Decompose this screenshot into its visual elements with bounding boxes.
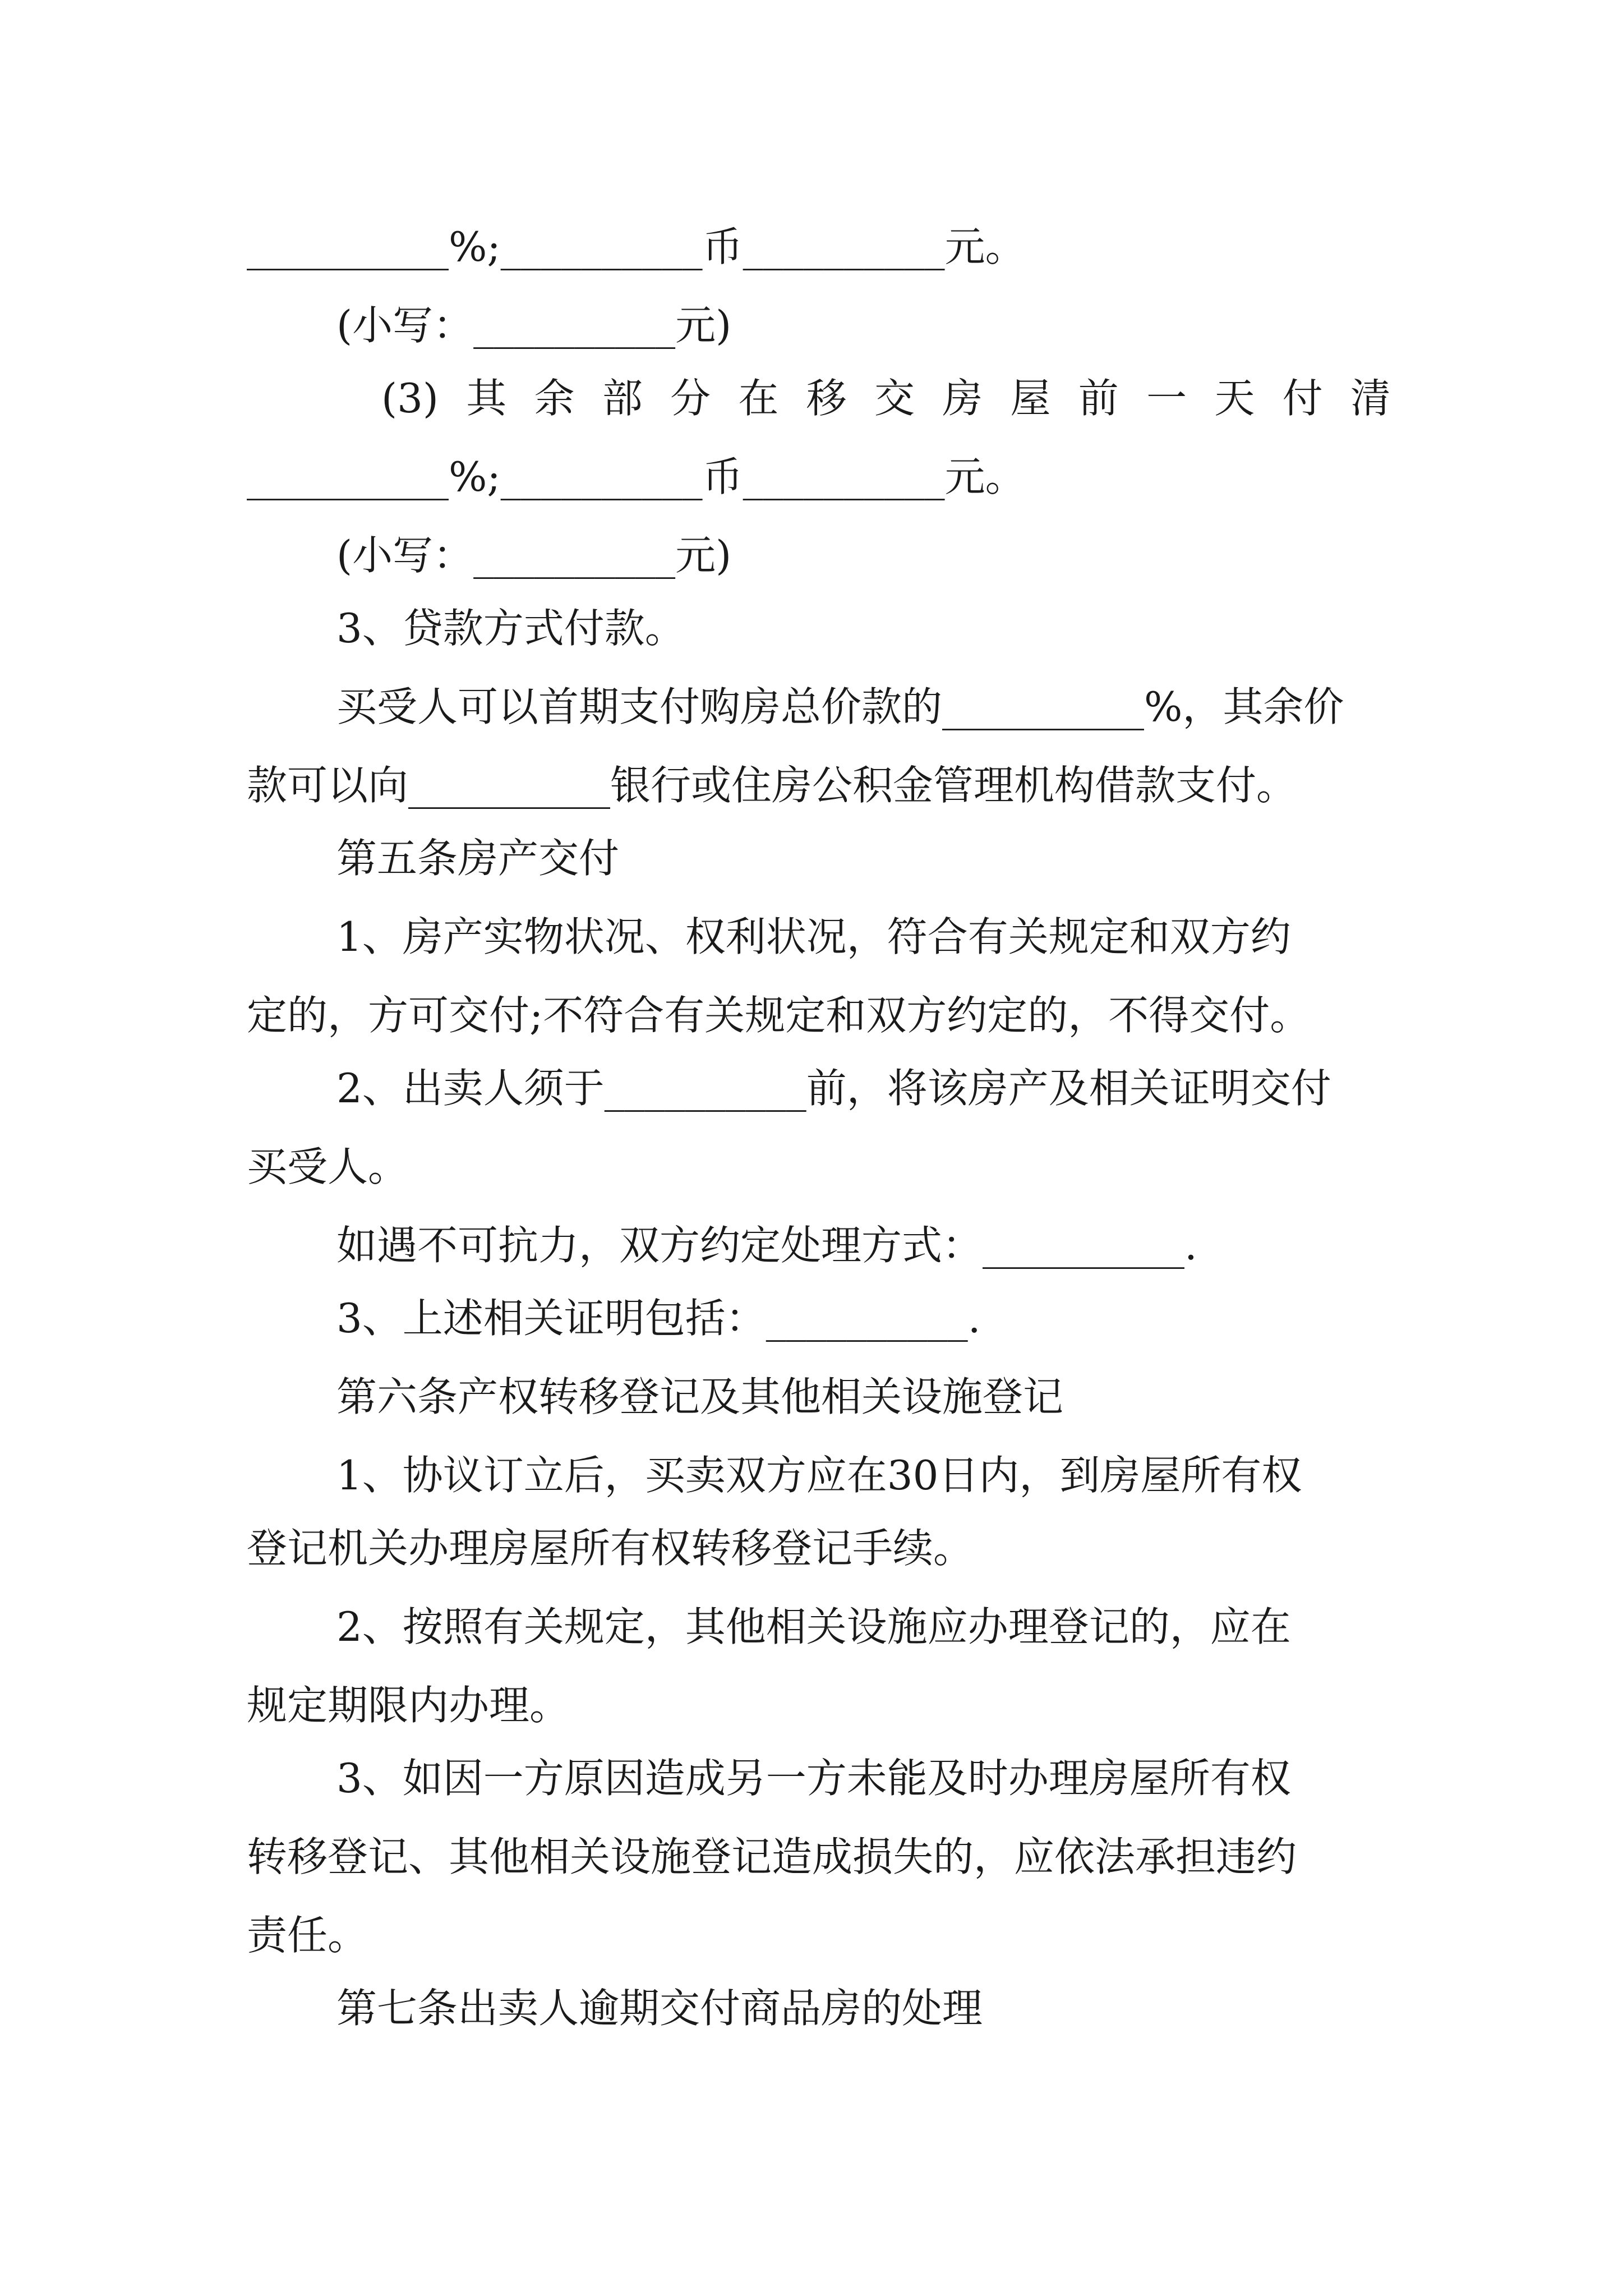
- char-yi2: 一: [1146, 375, 1187, 422]
- text-line-3: [247, 370, 1391, 426]
- char-fu: 付: [1282, 375, 1323, 422]
- text-line-7: 买受人可以首期支付购房总价款的__________%，其余价: [336, 683, 1344, 730]
- text-line-21: 责任。: [247, 1912, 368, 1959]
- text-line-8: 款可以向__________银行或住房公积金管理机构借款支付。: [247, 762, 1297, 809]
- text-line-18: 规定期限内办理。: [247, 1682, 570, 1729]
- text-line-13: 如遇不可抗力，双方约定处理方式：__________.: [336, 1222, 1197, 1269]
- char-jiao: 交: [874, 375, 915, 422]
- text-line-9: 1、房产实物状况、权利状况，符合有关规定和双方约: [336, 913, 1291, 960]
- char-fen: 分: [670, 375, 711, 422]
- char-tian: 天: [1214, 375, 1255, 422]
- text-line-16: 登记机关办理房屋所有权转移登记手续。: [247, 1525, 974, 1572]
- text-line-2: (小写：__________元): [336, 302, 732, 349]
- text-line-4: __________%;__________币__________元。: [247, 453, 1026, 500]
- text-line-20: 转移登记、其他相关设施登记造成损失的，应依法承担违约: [247, 1833, 1297, 1880]
- char-fang: 房: [942, 375, 983, 422]
- char-qing: 清: [1350, 375, 1391, 422]
- section-heading-7: 第七条出卖人逾期交付商品房的处理: [336, 1985, 983, 2032]
- text-line-14: 3、上述相关证明包括：__________.: [336, 1295, 981, 1342]
- text-line-17: 2、按照有关规定，其他相关设施应办理登记的，应在: [336, 1603, 1291, 1650]
- text-line-6: 3、贷款方式付款。: [336, 605, 685, 652]
- text-line-10: 定的，方可交付;不符合有关规定和双方约定的，不得交付。: [247, 992, 1311, 1039]
- char-yi: 移: [806, 375, 847, 422]
- section-heading-5: 第五条房产交付: [336, 835, 620, 882]
- text-line-11: 2、出卖人须于__________前，将该房产及相关证明交付: [336, 1065, 1331, 1112]
- text-line-12: 买受人。: [247, 1143, 409, 1190]
- section-heading-6: 第六条产权转移登记及其他相关设施登记: [336, 1373, 1064, 1420]
- text-line-15: 1、协议订立后，买卖双方应在30日内，到房屋所有权: [336, 1452, 1302, 1499]
- char-qi: 其: [466, 375, 507, 422]
- char-wu: 屋: [1010, 375, 1051, 422]
- char-qian: 前: [1078, 375, 1119, 422]
- char-zai: 在: [738, 375, 779, 422]
- item-number-3: (3): [381, 375, 439, 422]
- text-line-1: __________%;__________币__________元。: [247, 223, 1026, 270]
- text-line-5: (小写：__________元): [336, 532, 732, 579]
- char-yu: 余: [534, 375, 575, 422]
- char-bu: 部: [602, 375, 643, 422]
- text-line-19: 3、如因一方原因造成另一方未能及时办理房屋所有权: [336, 1755, 1291, 1802]
